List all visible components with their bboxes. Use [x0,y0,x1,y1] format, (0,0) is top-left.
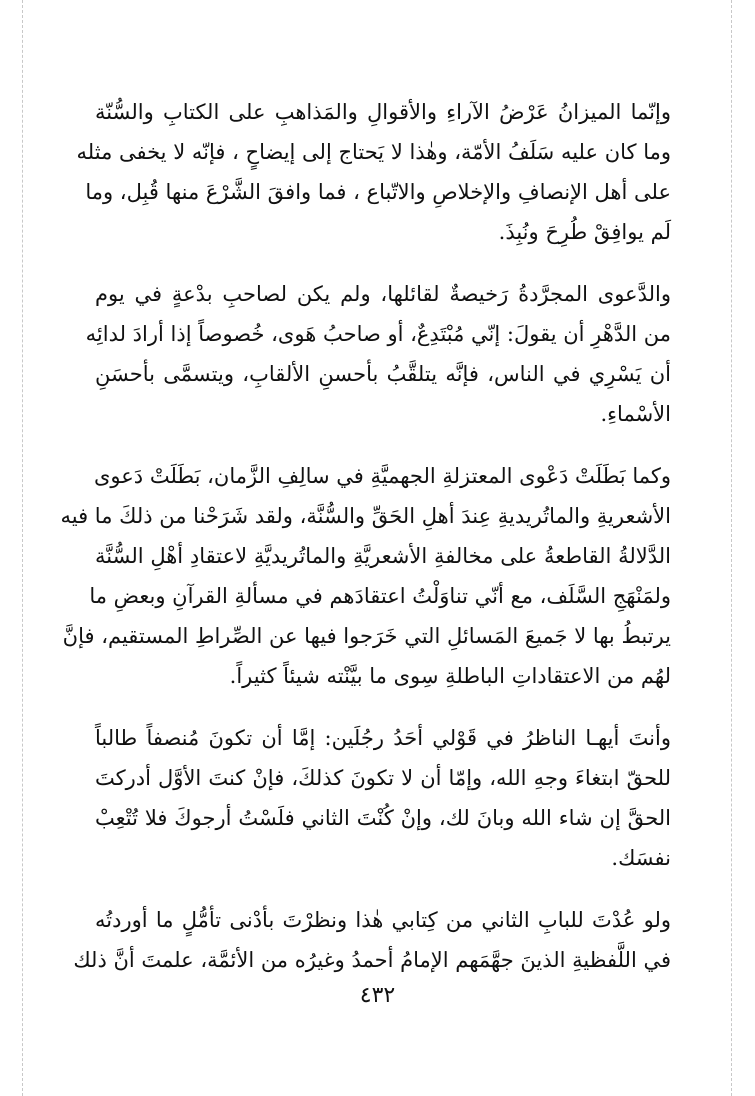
text-line: لهُم من الاعتقاداتِ الباطلةِ سِوى ما بيَّنْته شيئاً كثيراً. [229,664,671,688]
text-line: أن يَسْرِي في الناس، فإنَّه يتلقَّبُ بأحسنِ الألقابِ، ويتسمَّى بأحسَنِ [95,362,671,386]
text-line: والدَّعوى المجرَّدةُ رَخيصةٌ لقائلها، ولم يكن لصاحبِ بدْعةٍ في يوم [95,282,671,306]
paragraph [73,900,671,980]
text-line: الأشعريةِ والماتُريديةِ عِندَ أهلِ الحَقِّ والسُّنَّة، ولقد شَرَحْنا من ذلكَ ما فيه [60,504,671,528]
text-line: من الدَّهْرِ أن يقولَ: إنّي مُبْتَدِعٌ، أو صاحبُ هَوى، خُصوصاً إذا أرادَ لدائِه [85,322,671,346]
text-line: على أهل الإنصافِ والإخلاصِ والاتّباع ، فما وافقَ الشَّرْعَ منها قُبِل، وما [85,180,671,204]
text-line: ولمَنْهَجِ السَّلَف، مع أنّي تناوَلْتُ اعتقادَهم في مسألةِ القرآنِ وبعضِ ما [89,584,671,608]
paragraph [60,456,671,696]
text-line: نفسَك. [611,846,671,870]
text-line: ولو عُدْتَ للبابِ الثاني من كِتابي هٰذا ونظرْتَ بأدْنى تأمُّلٍ ما أوردتُه [95,908,671,932]
text-line: الحقَّ إن شاء الله وبانَ لك، وإنْ كُنْتَ الثاني فلَسْتُ أرجوكَ فلا تُتْعِبْ [95,806,671,830]
text-line: يرتبطُ بها لا جَميعَ المَسائلِ التي خَرَجوا فيها عن الصِّراطِ المستقيم، فإنَّ [62,624,671,648]
text-line: في اللَّفظيةِ الذينَ جهَّمَهم الإمامُ أحمدُ وغيرُه من الأئمَّة، علمتَ أنَّ ذلك [73,948,671,972]
paragraph [76,92,671,252]
text-line: للحقّ ابتغاءَ وجهِ الله، وإمّا أن لا تكونَ كذلكَ، فإنْ كنتَ الأوَّل أدركتَ [95,766,671,790]
text-line: الأسْماءِ. [600,402,671,426]
page-body [60,92,671,980]
left-page-edge [22,0,23,1096]
text-line: وأنتَ أيهـا الناظرُ في قَوْلي أحَدُ رجُلَين: إمَّا أن تكونَ مُنصفاً طالباً [95,726,671,750]
page-number: ٤٣٢ [359,983,396,1008]
text-line: وما كان عليه سَلَفُ الأمّة، وهٰذا لا يَحتاج إلى إيضاحٍ ، فإنّه لا يخفى مثله [76,140,671,164]
text-line: الدَّلالةُ القاطعةُ على مخالفةِ الأشعريَّةِ والماتُريديَّةِ لاعتقادِ أهْلِ السُّنَّة [95,544,671,568]
right-page-edge [731,0,732,1096]
paragraph [95,718,671,878]
text-line: وإنّما الميزانُ عَرْضُ الآراءِ والأقوالِ والمَذاهبِ على الكتابِ والسُّنّة [95,100,671,124]
paragraph [85,274,671,434]
text-line: وكما بَطَلَتْ دَعْوى المعتزلةِ الجهميَّةِ في سالِفِ الزَّمان، بَطَلَتْ دَعوى [93,464,671,488]
text-line: لَم يوافِقْ طُرِحَ ونُبِذَ. [498,220,671,244]
